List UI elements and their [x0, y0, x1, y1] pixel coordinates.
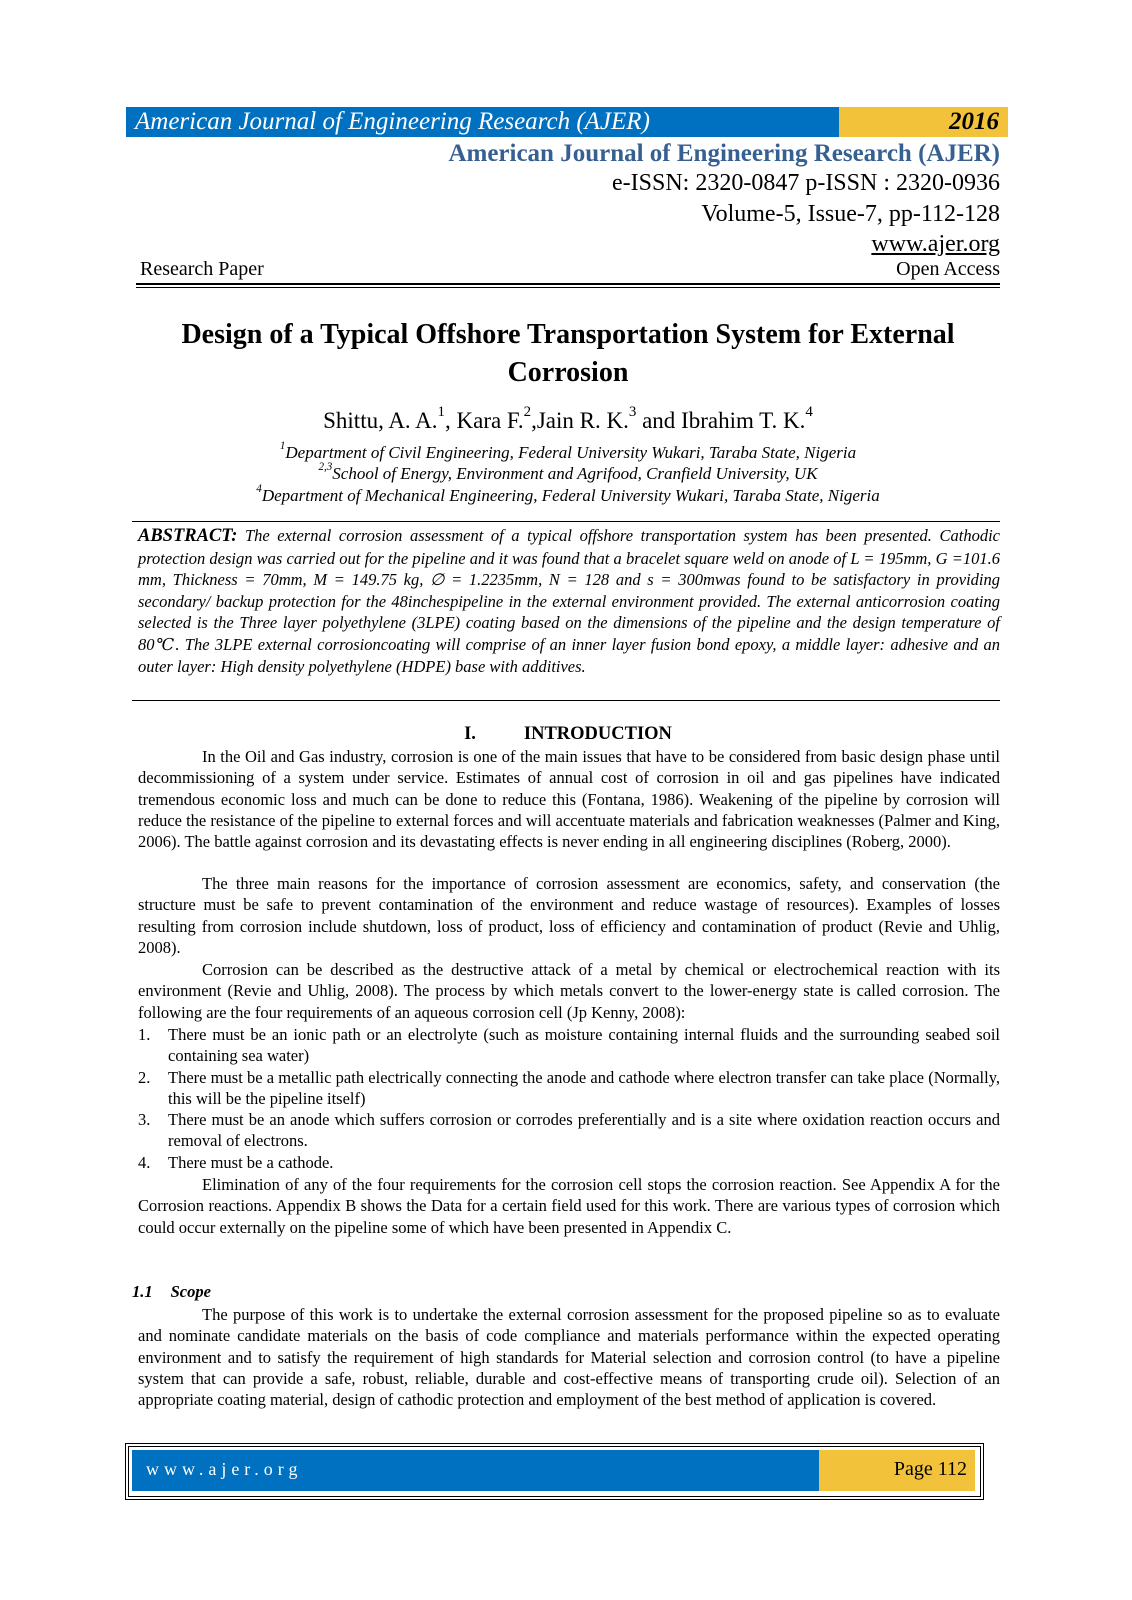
banner-journal-title: American Journal of Engineering Research (AJER) [135, 108, 650, 135]
subsection-title: Scope [170, 1282, 211, 1301]
title-line-2: Corrosion [507, 357, 629, 388]
list-number: 1. [138, 1025, 151, 1044]
affiliation [136, 483, 1000, 506]
abstract [138, 525, 1000, 677]
section-heading [136, 724, 1000, 745]
section-title: INTRODUCTION [523, 724, 672, 744]
affiliation-text: Department of Mechanical Engineering, Federal University Wukari, Taraba State, Nigeria [261, 486, 880, 505]
header-banner [126, 107, 1008, 137]
abstract-label: ABSTRACT: [138, 526, 238, 546]
page-number: Page 112 [893, 1458, 967, 1480]
journal-name: American Journal of Engineering Research (AJER) [448, 140, 1000, 167]
list-number: 2. [138, 1068, 151, 1087]
author-2: , Kara F. [445, 408, 524, 433]
intro-paragraph-3: Corrosion can be described as the destructive attack of a metal by chemical or electrochemical reaction with its environment (Revie and Uhlig, 2008). The process by which metals convert to the lower-energy state is called corrosion. The following are the four requirements of an aqueous corrosion cell (Jp Kenny, 2008): [138, 960, 1000, 1022]
banner-year: 2016 [949, 108, 999, 135]
subsection-heading [132, 1282, 211, 1302]
affiliation-sup: 4 [256, 483, 262, 496]
section-number: I. [464, 724, 476, 744]
affiliation-text: School of Energy, Environment and Agrifood, Cranfield University, UK [332, 464, 818, 483]
intro-paragraph-2: The three main reasons for the importance of corrosion assessment are economics, safety, and conservation (the structure must be safe to prevent contamination of the environment and reduce wastage of resources). Examples of losses resulting from corrosion include shutdown, loss of product, loss of efficiency and contamination of product (Revie and Uhlig, 2008). [138, 874, 1000, 957]
author-4-sup: 4 [805, 404, 813, 421]
subsection-number: 1.1 [132, 1282, 153, 1301]
abstract-text: The external corrosion assessment of a typical offshore transportation system has been presented. Cathodic protection design was carried out for the pipeline and it was found that a bracelet square weld on anode of L = 195mm, G =101.6 mm, Thickness = 70mm, M = 149.75 kg, ∅ = 1.2235mm, N = 128 and s = 300mwas found to be satisfactory in providing secondary/ backup protection for the 48inchespipeline in the external environment provided. The external anticorrosion coating selected is the Three layer polyethylene (3LPE) coating based on the dimensions of the pipeline and the design temperature of 80℃. The 3LPE external corrosioncoating will comprise of an inner layer fusion bond epoxy, a middle layer: adhesive and an outer layer: High density polyethylene (HDPE) base with additives. [138, 526, 1000, 676]
paper-type: Research Paper [140, 258, 264, 280]
list-number: 3. [138, 1110, 151, 1129]
author-4: and Ibrahim T. K. [636, 408, 806, 433]
paper-title [136, 316, 1000, 392]
website-link[interactable]: www.ajer.org [871, 231, 1000, 257]
list-number: 4. [138, 1153, 151, 1172]
author-list [136, 404, 1000, 434]
affiliation [136, 440, 1000, 463]
scope-paragraph: The purpose of this work is to undertake the external corrosion assessment for the proposed pipeline so as to evaluate and nominate candidate materials on the basis of code compliance and materials performance within the expected operating environment and to satisfy the requirement of high standards for Material selection and corrosion control (to have a pipeline system that can provide a safe, robust, reliable, durable and cost-effective means of transporting crude oil). Selection of an appropriate coating material, design of cathodic protection and employment of the best method of application is covered. [138, 1305, 1000, 1410]
author-1-sup: 1 [437, 404, 445, 421]
list-item [138, 1024, 1000, 1067]
affiliation-sup: 2,3 [318, 461, 333, 474]
affiliation-sup: 1 [279, 440, 286, 453]
list-text: There must be a metallic path electrically connecting the anode and cathode where electron transfer can take place (Normally, this will be the pipeline itself) [168, 1068, 1000, 1109]
author-1: Shittu, A. A. [323, 408, 438, 433]
list-text: There must be an ionic path or an electrolyte (such as moisture containing internal fluids and the surrounding seabed soil containing sea water) [168, 1025, 1000, 1066]
list-item [138, 1109, 1000, 1152]
author-3-sup: 3 [628, 404, 637, 421]
affiliation-text: Department of Civil Engineering, Federal University Wukari, Taraba State, Nigeria [285, 443, 857, 462]
intro-paragraph-4: Elimination of any of the four requirements for the corrosion cell stops the corrosion reaction. See Appendix A for the Corrosion reactions. Appendix B shows the Data for a certain field used for this work. There are various types of corrosion which could occur externally on the pipeline some of which have been presented in Appendix C. [138, 1175, 1000, 1237]
abstract-rule-bottom [132, 700, 1000, 701]
list-item [138, 1152, 1000, 1173]
author-3: ,Jain R. K. [531, 408, 629, 433]
abstract-rule-top [132, 521, 1000, 522]
list-text: There must be an anode which suffers corrosion or corrodes preferentially and is a site where oxidation reaction occurs and removal of electrons. [168, 1110, 1000, 1151]
access-type: Open Access [896, 258, 1000, 280]
author-2-sup: 2 [523, 404, 532, 421]
footer-website[interactable]: www.ajer.org [146, 1459, 303, 1479]
intro-paragraph-1: In the Oil and Gas industry, corrosion is one of the main issues that have to be considered from basic design phase until decommissioning of a system under service. Estimates of annual cost of corrosion in oil and gas pipelines have indicated tremendous economic loss and much can be done to reduce this (Fontana, 1986). Weakening of the pipeline by corrosion will reduce the resistance of the pipeline to external forces and will accentuate materials and fabrication weaknesses (Palmer and King, 2006). The battle against corrosion and its devastating effects is never ending in all engineering disciplines (Roberg, 2000). [138, 747, 1000, 852]
affiliation [136, 461, 1000, 484]
title-line-1: Design of a Typical Offshore Transportation System for External [181, 319, 955, 350]
header-divider [136, 283, 1000, 285]
header-divider-thin [136, 287, 1000, 288]
issn: e-ISSN: 2320-0847 p-ISSN : 2320-0936 [612, 170, 1000, 196]
list-text: There must be a cathode. [168, 1153, 334, 1172]
list-item [138, 1067, 1000, 1110]
volume-info: Volume-5, Issue-7, pp-112-128 [701, 201, 1000, 227]
